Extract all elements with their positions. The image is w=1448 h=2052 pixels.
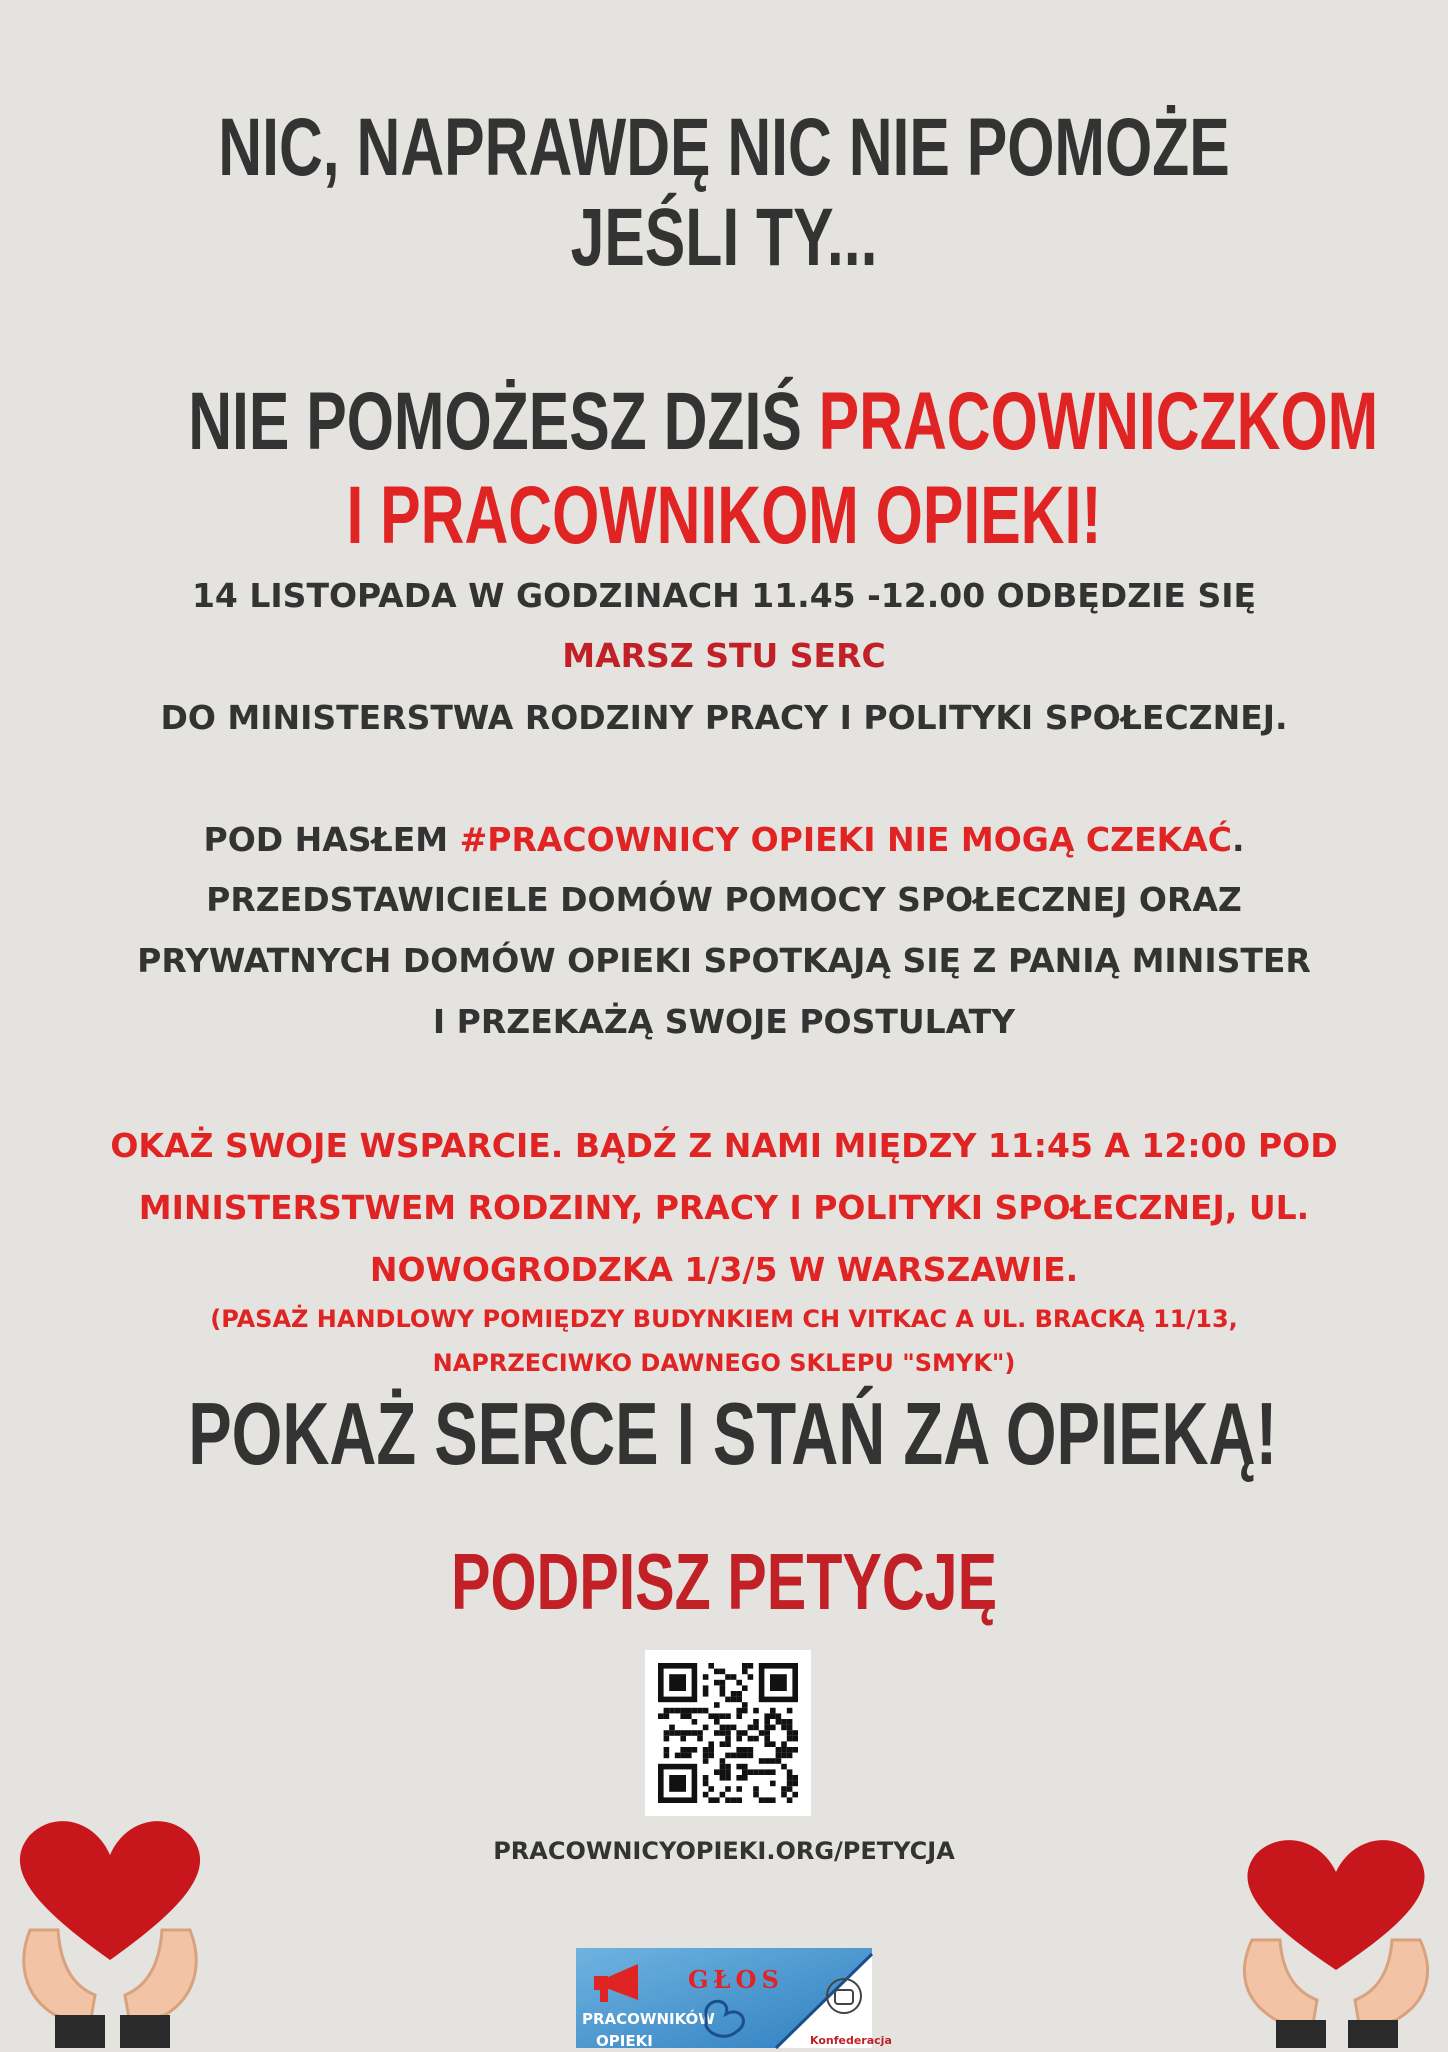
petition-url[interactable]: PRACOWNICYOPIEKI.ORG/PETYCJA <box>493 1837 955 1865</box>
logo-text-pracownikow: PRACOWNIKÓW <box>582 2010 715 2028</box>
slogan-line4: I PRZEKAŻĄ SWOJE POSTULATY <box>432 1002 1016 1041</box>
heart-in-hands-icon <box>0 1810 220 2048</box>
support-line1: OKAŻ SWOJE WSPARCIE. BĄDŹ Z NAMI MIĘDZY 11:45 A 12:00 POD <box>110 1126 1338 1165</box>
subhead-line1 <box>188 374 1379 470</box>
slogan-hashtag: #PRACOWNICY OPIEKI NIE MOGĄ CZEKAĆ <box>459 820 1232 859</box>
qr-code-icon[interactable] <box>645 1650 811 1816</box>
slogan-line1 <box>0 818 1448 862</box>
headline-line1: NIC, NAPRAWDĘ NIC NIE POMOŻE <box>218 102 1230 193</box>
support-note2: NAPRZECIWKO DAWNEGO SKLEPU "SMYK") <box>432 1349 1016 1377</box>
slogan-prefix: POD HASŁEM <box>203 820 460 859</box>
cta-heading: POKAŻ SERCE I STAŃ ZA OPIEKĄ! <box>188 1384 1278 1483</box>
support-line3: NOWOGRODZKA 1/3/5 W WARSZAWIE. <box>369 1250 1079 1289</box>
organization-logo <box>576 1948 892 2050</box>
subhead-line2: I PRACOWNIKOM OPIEKI! <box>346 470 1102 561</box>
slogan-line2: PRZEDSTAWICIELE DOMÓW POMOCY SPOŁECZNEJ ORAZ <box>206 880 1242 919</box>
announcement-line3: DO MINISTERSTWA RODZINY PRACY I POLITYKI SPOŁECZNEJ. <box>160 698 1288 737</box>
subhead-red: PRACOWNICZKOM <box>818 376 1379 467</box>
headline-line2: JEŚLI TY... <box>570 192 878 283</box>
logo-text-glos: GŁOS <box>688 1965 784 1994</box>
logo-text-konfederacja: Konfederacja <box>810 2034 892 2047</box>
announcement-line1: 14 LISTOPADA W GODZINACH 11.45 -12.00 ODBĘDZIE SIĘ <box>191 576 1257 615</box>
support-note1: (PASAŻ HANDLOWY POMIĘDZY BUDYNKIEM CH VITKAC A UL. BRACKĄ 11/13, <box>210 1305 1238 1333</box>
support-line2: MINISTERSTWEM RODZINY, PRACY I POLITYKI SPOŁECZNEJ, UL. <box>138 1188 1310 1227</box>
slogan-line3: PRYWATNYCH DOMÓW OPIEKI SPOTKAJĄ SIĘ Z PANIĄ MINISTER <box>137 941 1311 980</box>
subhead-dark: NIE POMOŻESZ DZIŚ <box>188 376 819 467</box>
petition-title: PODPISZ PETYCJĘ <box>450 1537 998 1626</box>
logo-text-opieki: OPIEKI <box>596 2032 653 2050</box>
heart-in-hands-icon <box>1224 1830 1448 2048</box>
slogan-suffix: . <box>1231 820 1245 859</box>
event-name: MARSZ STU SERC <box>562 636 886 675</box>
